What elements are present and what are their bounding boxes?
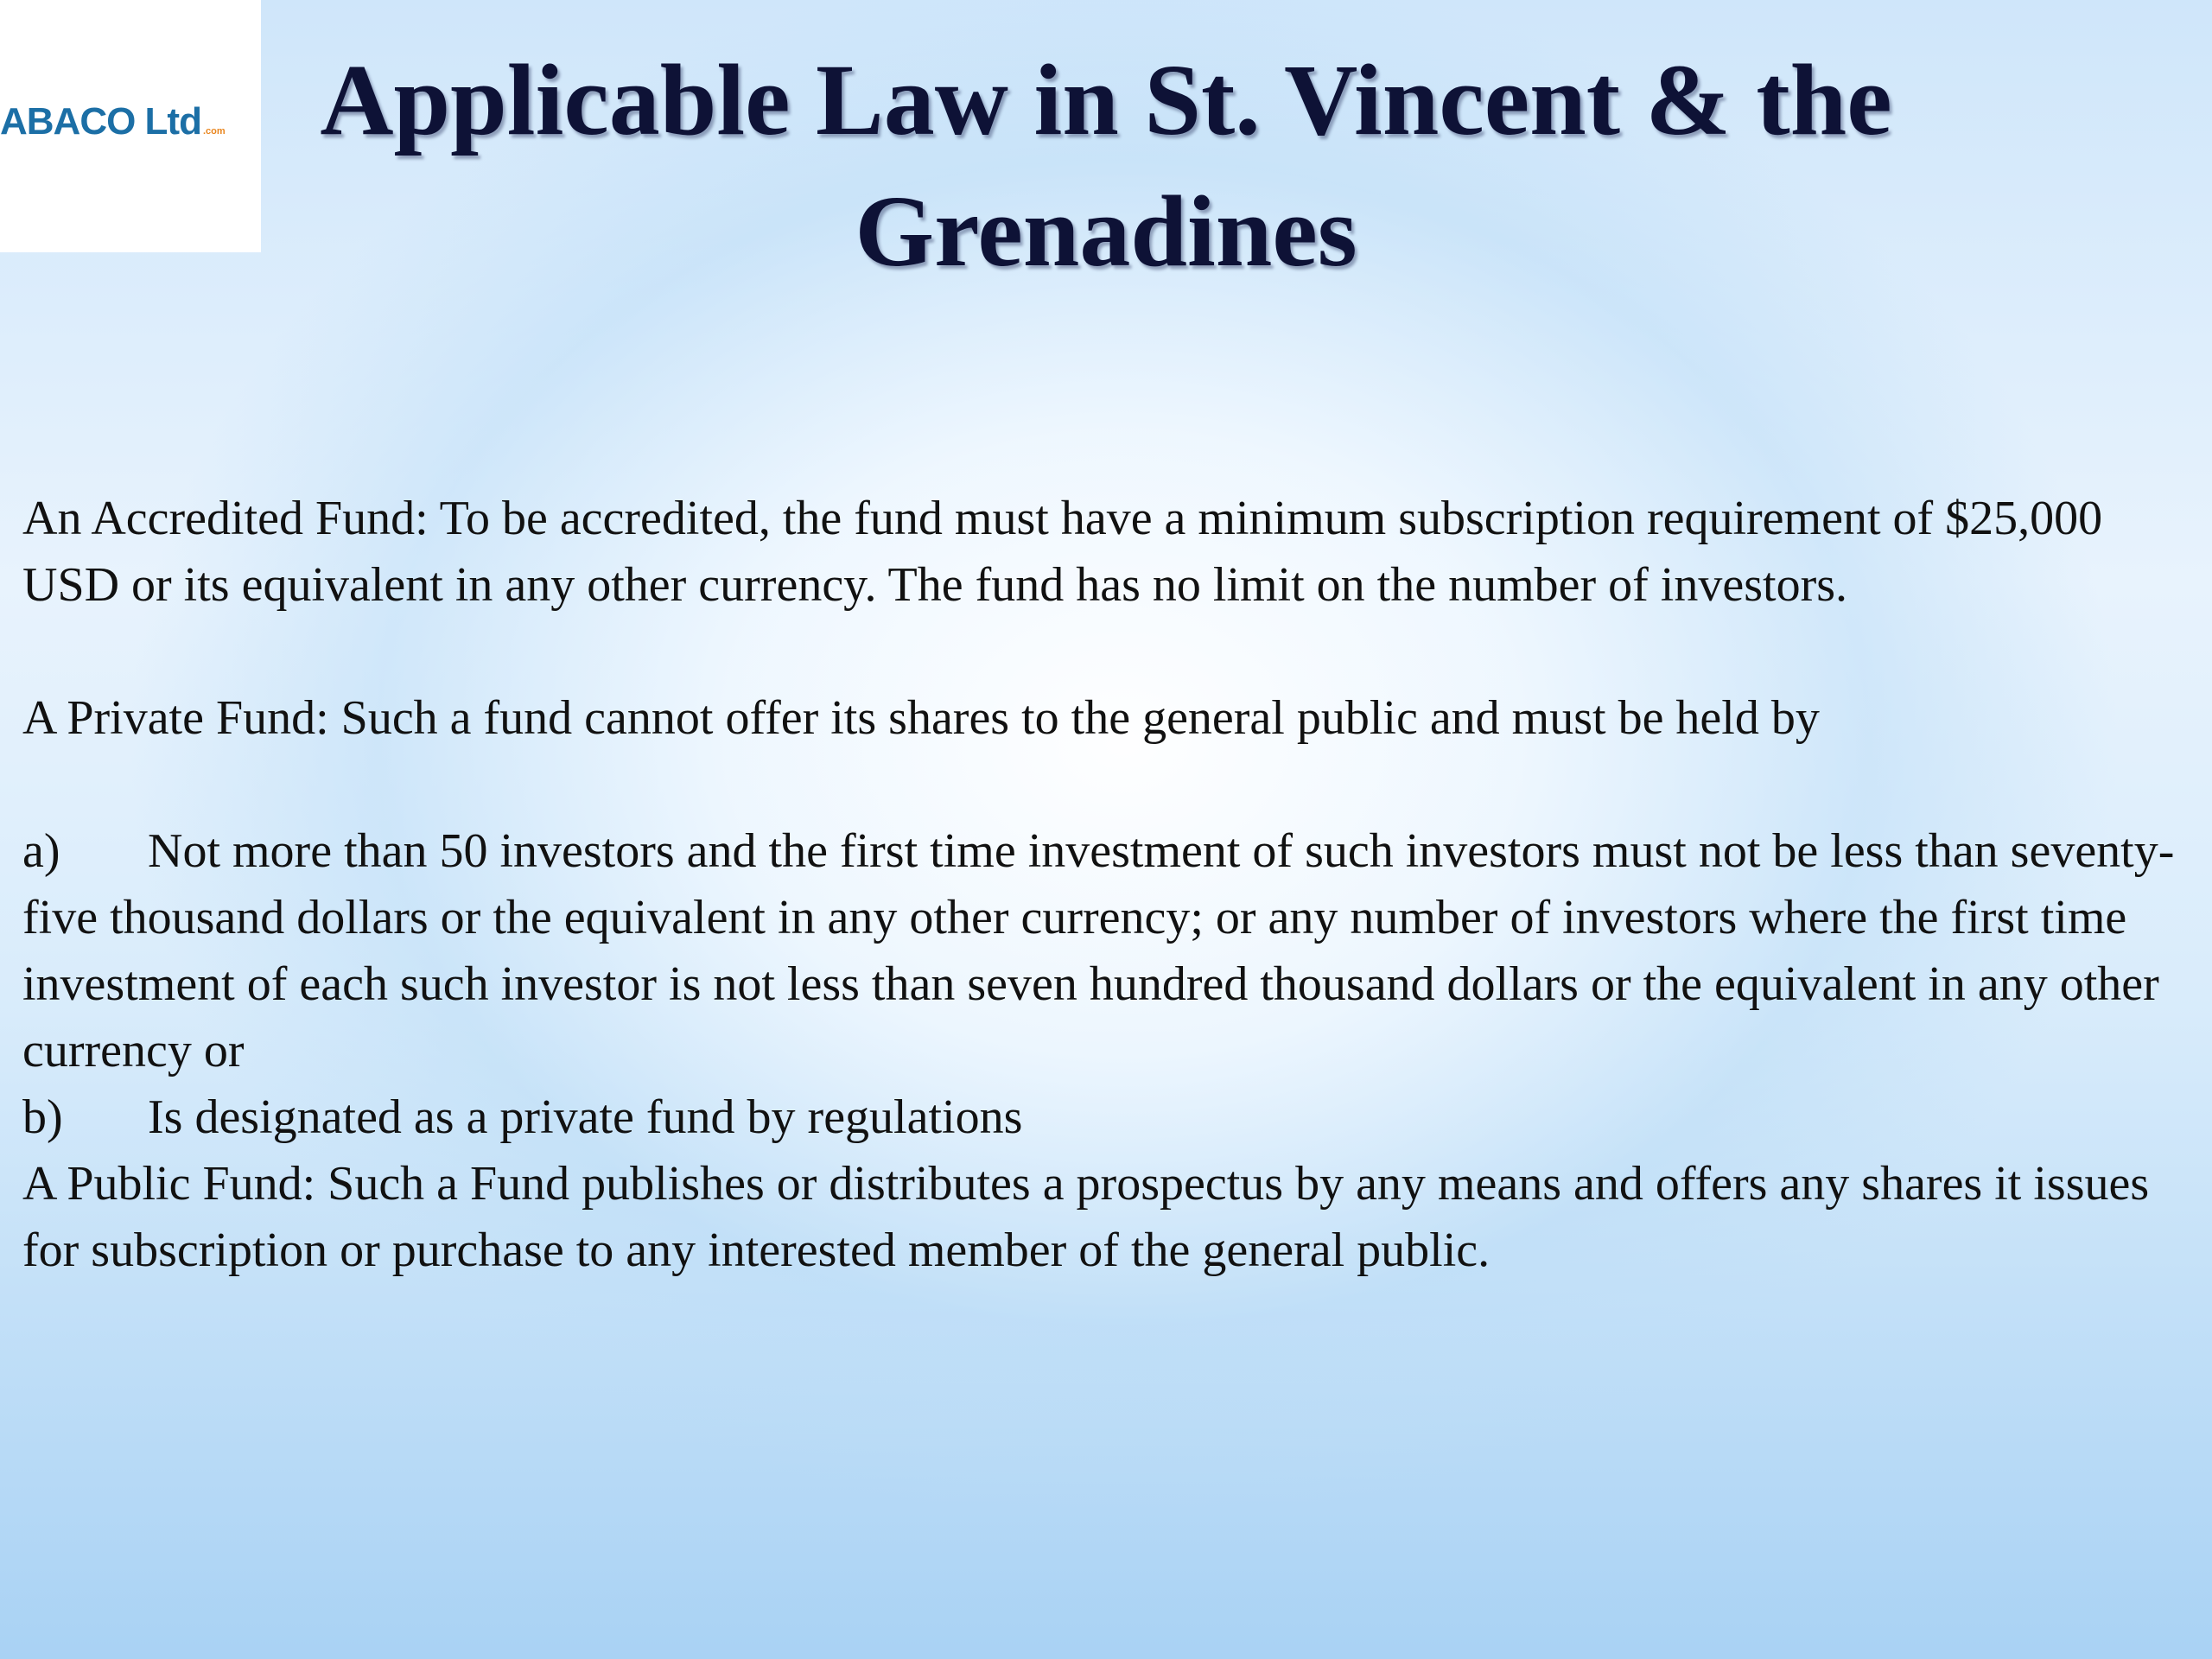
public-fund-paragraph: A Public Fund: Such a Fund publishes or distributes a prospectus by any means and offers any shares it issues for subscription or purchase to any interested member of the general public. [22,1157,2150,1277]
private-fund-item-b [22,1084,2191,1151]
private-fund-item-a [22,818,2191,1084]
paragraph-spacer [22,752,2191,818]
slide-content [22,486,2191,1284]
logo-text: ABACO Ltd [0,100,201,143]
logo-box [0,0,261,252]
item-a-letter: a) [22,824,60,878]
accredited-fund-paragraph: An Accredited Fund: To be accredited, the fund must have a minimum subscription requirement of $25,000 USD or its equivalent in any other currency. The fund has no limit on the number of investors. [22,492,2103,612]
item-b-letter: b) [22,1090,63,1144]
company-logo [0,100,226,143]
logo-suffix: .com [202,126,226,137]
slide-title: Applicable Law in St. Vincent & the Grenadines [320,43,1892,288]
paragraph-spacer [22,619,2191,685]
item-a-text: Not more than 50 investors and the first time investment of such investors must not be less than seventy-five thousand dollars or the equivalent in any other currency; or any number of investors where the first time investment of each such investor is not less than seven hundred thousand dollars or the equivalent in any other currency or [22,824,2175,1077]
private-fund-paragraph: A Private Fund: Such a fund cannot offer its shares to the general public and must be held by [22,691,1820,745]
item-b-text: Is designated as a private fund by regulations [148,1090,1023,1144]
